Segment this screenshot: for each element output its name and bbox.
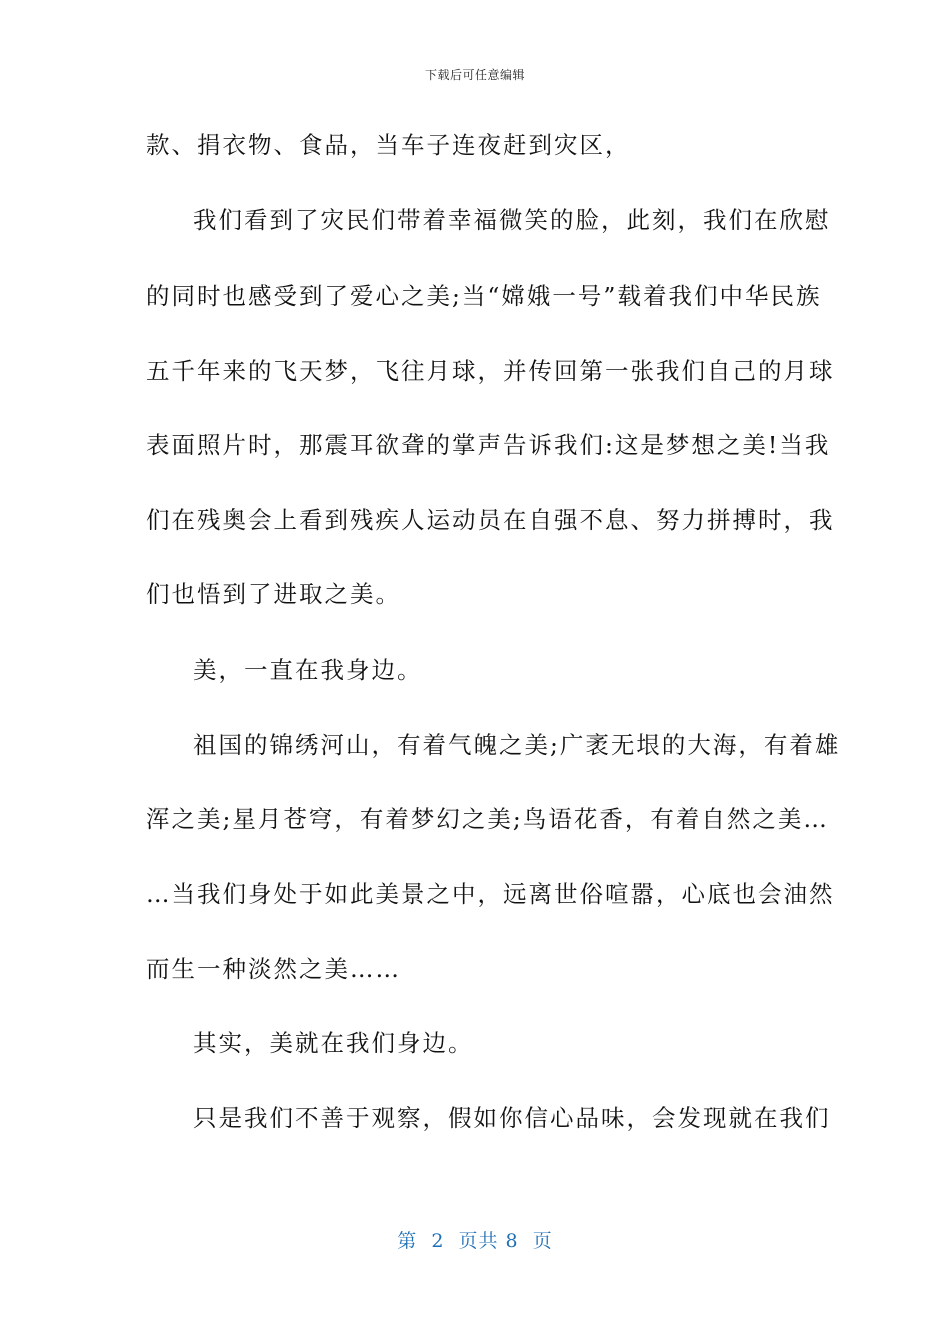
paragraph-line: 其实，美就在我们身边。 — [193, 1029, 474, 1057]
paragraph-line: 表面照片时，那震耳欲聋的掌声告诉我们:这是梦想之美!当我 — [146, 431, 831, 459]
page-number-footer: 第 2 页共 8 页 — [397, 1230, 553, 1252]
paragraph-line: 五千年来的飞天梦，飞往月球，并传回第一张我们自己的月球 — [146, 357, 835, 385]
paragraph-line: 我们看到了灾民们带着幸福微笑的脸，此刻，我们在欣慰 — [193, 206, 831, 234]
paragraph-line: 们也悟到了进取之美。 — [146, 580, 401, 608]
paragraph-line: 们在残奥会上看到残疾人运动员在自强不息、努力拼搏时，我 — [146, 506, 835, 534]
paragraph-line: 美，一直在我身边。 — [193, 656, 423, 684]
paragraph-line: 的同时也感受到了爱心之美;当“嫦娥一号”载着我们中华民族 — [146, 282, 822, 310]
paragraph-line: 而生一种淡然之美…… — [146, 955, 401, 983]
paragraph-line: 款、捐衣物、食品，当车子连夜赶到灾区， — [146, 131, 631, 159]
paragraph-line: 祖国的锦绣河山，有着气魄之美;广袤无垠的大海，有着雄 — [193, 731, 841, 759]
paragraph-line: 只是我们不善于观察，假如你信心品味，会发现就在我们 — [193, 1104, 831, 1132]
page-header: 下载后可任意编辑 — [424, 68, 525, 82]
paragraph-line: …当我们身处于如此美景之中，远离世俗喧嚣，心底也会油然 — [146, 880, 835, 908]
paragraph-line: 浑之美;星月苍穹，有着梦幻之美;鸟语花香，有着自然之美… — [146, 805, 829, 833]
